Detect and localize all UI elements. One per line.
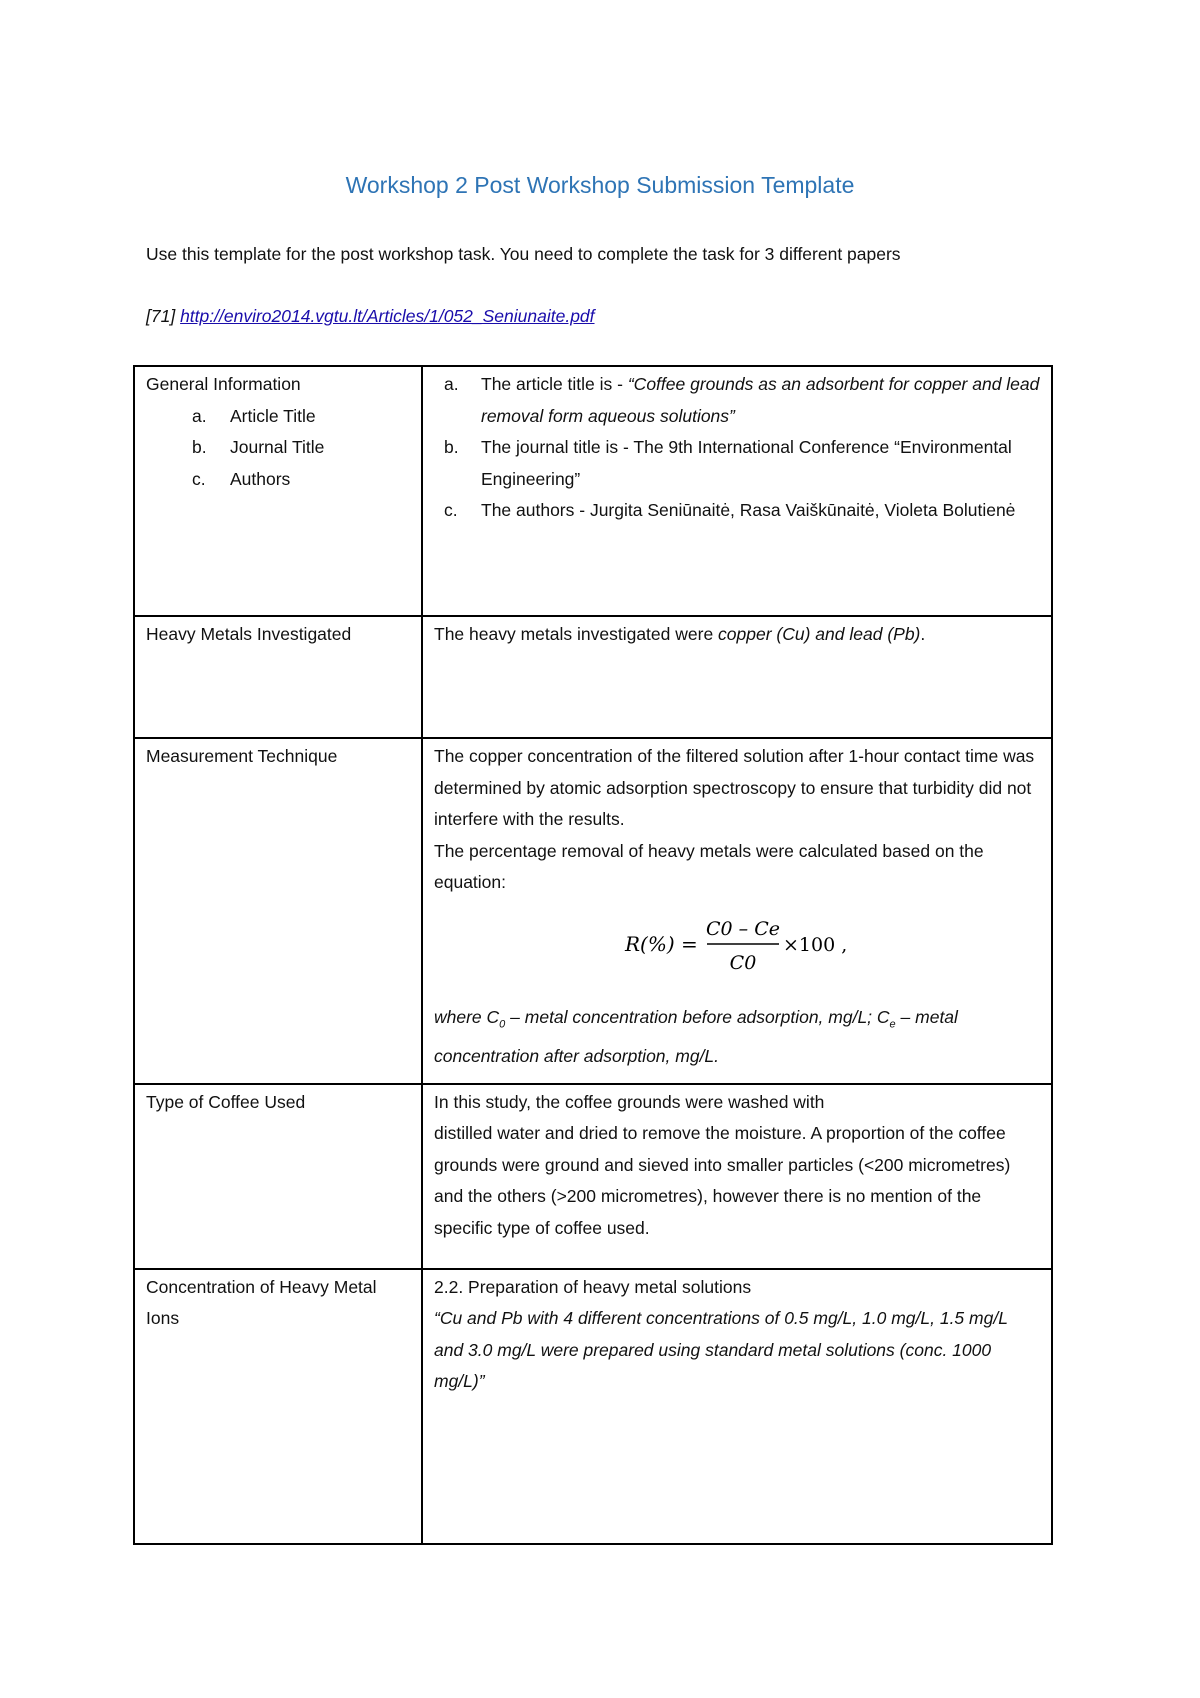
reference-number: [71] <box>146 306 176 326</box>
label-cell <box>134 1269 422 1544</box>
removal-formula <box>434 913 1041 987</box>
formula-rhs: ×100 , <box>782 933 847 956</box>
list-marker: c. <box>444 500 458 520</box>
intro-text: Use this template for the post workshop task. You need to complete the task for 3 different papers <box>146 244 901 264</box>
general-answers-list <box>434 369 1041 527</box>
answer-cell <box>422 1084 1052 1269</box>
list-item <box>434 495 1041 527</box>
journal-title-value: The 9th International Conference “Environmental Engineering” <box>481 437 1012 489</box>
submission-table <box>133 365 1053 1545</box>
coffee-line: In this study, the coffee grounds were washed with <box>434 1091 825 1112</box>
reference-line <box>146 306 595 327</box>
list-item <box>434 369 1041 432</box>
list-item <box>146 401 411 433</box>
concentration-subheading: 2.2. Preparation of heavy metal solutions <box>434 1276 752 1297</box>
metals-emphasis: copper (Cu) and lead (Pb) <box>718 624 921 644</box>
list-marker: a. <box>192 405 207 426</box>
label-cell <box>134 738 422 1084</box>
list-label: Article Title <box>230 405 316 426</box>
answer-prefix: The journal title is - <box>481 437 634 457</box>
article-title-value: “Coffee grounds as an adsorbent for copper and lead removal form aqueous solutions” <box>481 374 1040 426</box>
formula-denominator: C0 <box>729 951 756 974</box>
answer-cell <box>422 366 1052 616</box>
technique-paragraph: The percentage removal of heavy metals were calculated based on the equation: <box>434 840 984 892</box>
row-heading: Type of Coffee Used <box>146 1091 306 1112</box>
list-label: Authors <box>230 468 291 489</box>
answer-cell <box>422 738 1052 1084</box>
metals-text: The heavy metals investigated were <box>434 624 719 644</box>
metals-end: . <box>920 624 926 644</box>
page-title: Workshop 2 Post Workshop Submission Template <box>345 172 855 198</box>
list-marker: a. <box>444 374 459 394</box>
formula-numerator: C0 – Ce <box>705 917 780 940</box>
list-label: Journal Title <box>230 437 325 457</box>
row-general-information <box>134 366 1052 616</box>
label-cell <box>134 366 422 616</box>
row-concentration <box>134 1269 1052 1544</box>
formula-explanation: where $C_0$ – metal concentration before adsorption, mg/L; $C_e$ – metal concentration after adsorption, mg/L. <box>434 1007 958 1066</box>
reference-link[interactable]: http://enviro2014.vgtu.lt/Articles/1/052_Seniunaite.pdf <box>180 306 595 326</box>
list-item <box>146 432 411 464</box>
row-heading: Heavy Metals Investigated <box>146 624 352 644</box>
row-measurement-technique <box>134 738 1052 1084</box>
authors-value: Jurgita Seniūnaitė, Rasa Vaiškūnaitė, Violeta Bolutienė <box>589 500 1016 520</box>
label-cell <box>134 1084 422 1269</box>
list-marker: c. <box>192 468 206 489</box>
concentration-quote: “Cu and Pb with 4 different concentrations of 0.5 mg/L, 1.0 mg/L, 1.5 mg/L and 3.0 mg/L were prepared using standard metal solutions (conc. 1000 mg/L)” <box>434 1308 1008 1391</box>
answer-prefix: The authors - <box>481 500 590 520</box>
list-marker: b. <box>192 437 207 457</box>
general-items-list <box>146 401 411 496</box>
label-cell <box>134 616 422 738</box>
row-heading: Concentration of Heavy Metal Ions <box>146 1276 377 1328</box>
answer-cell <box>422 1269 1052 1544</box>
list-marker: b. <box>444 437 459 457</box>
row-heavy-metals <box>134 616 1052 738</box>
row-heading: General Information <box>146 374 301 394</box>
row-heading: Measurement Technique <box>146 746 338 766</box>
formula-graphic <box>623 913 853 975</box>
formula-lhs: R(%) = <box>624 931 698 956</box>
technique-paragraph: The copper concentration of the filtered solution after 1-hour contact time was determined by atomic adsorption spectroscopy to ensure that turbidity did not interfere with the results. <box>434 746 1035 829</box>
list-item <box>434 432 1041 495</box>
coffee-paragraph: distilled water and dried to remove the moisture. A proportion of the coffee grounds were ground and sieved into smaller particles (<200 micrometres) and the others (>200 micrometres), however there is no mention of the specific type of coffee used. <box>434 1123 1011 1238</box>
answer-cell <box>422 616 1052 738</box>
row-coffee-type <box>134 1084 1052 1269</box>
list-item <box>146 464 411 496</box>
answer-prefix: The article title is - <box>481 374 628 394</box>
